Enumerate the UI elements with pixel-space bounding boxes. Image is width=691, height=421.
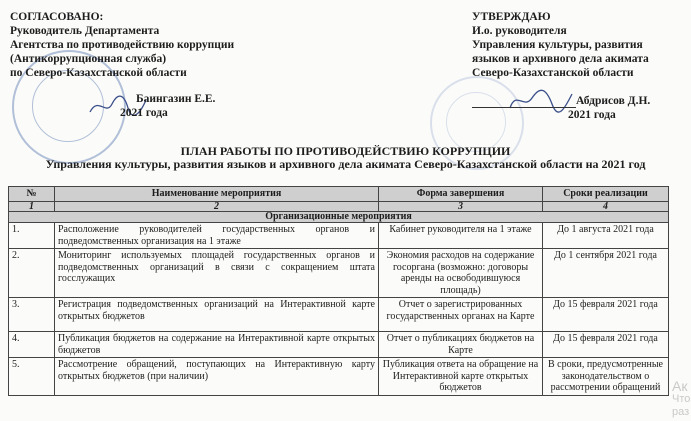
approval-block-agreed [10, 10, 300, 120]
row-completion-form: Отчет о публикациях бюджетов на Карте [379, 332, 543, 358]
plan-table [8, 186, 669, 396]
watermark-line-2: Что [672, 393, 691, 405]
row-deadline: До 15 февраля 2021 года [543, 298, 669, 332]
table-header-row [9, 187, 669, 202]
header-deadline: Сроки реализации [543, 187, 669, 202]
agreed-line-1: Руководитель Департамента [10, 25, 160, 37]
row-deadline: До 1 сентября 2021 года [543, 249, 669, 298]
table-row [9, 332, 669, 358]
agreed-line-4: по Северо-Казахстанской области [10, 67, 187, 79]
row-number: 5. [9, 358, 55, 396]
row-completion-form: Публикация ответа на обращение на Интерактивной карте открытых бюджетов [379, 358, 543, 396]
confirmed-heading: УТВЕРЖДАЮ [472, 11, 551, 23]
row-completion-form: Кабинет руководителя на 1 этаже [379, 223, 543, 249]
row-number: 4. [9, 332, 55, 358]
watermark-line-1: Ак [672, 378, 688, 394]
table-row [9, 249, 669, 298]
column-number-row [9, 202, 669, 212]
row-deadline: До 1 августа 2021 года [543, 223, 669, 249]
header-number: № [9, 187, 55, 202]
row-deadline: В сроки, предусмотренные законодательством о рассмотрении обращений [543, 358, 669, 396]
section-title: Организационные мероприятия [9, 212, 669, 223]
header-completion-form: Форма завершения [379, 187, 543, 202]
table-row [9, 358, 669, 396]
approval-block-confirmed [472, 10, 682, 122]
agreed-line-3: (Антикоррупционная служба) [10, 53, 167, 65]
watermark-line-3: раз [672, 406, 690, 418]
confirmed-line-1: И.о. руководителя [472, 25, 567, 37]
confirmed-signature-line [472, 95, 576, 108]
row-activity: Мониторинг используемых площадей государственных органов и подведомственных организаций в связи с сокращением штата госслужащих [55, 249, 379, 298]
row-activity: Публикация бюджетов на содержание на Интерактивной карте открытых бюджетов [55, 332, 379, 358]
column-number: 4 [543, 202, 669, 212]
table-row [9, 298, 669, 332]
row-activity: Расположение руководителей государственных органов и подведомственных организация на 1 этаже [55, 223, 379, 249]
agreed-year: 2021 года [120, 107, 168, 119]
agreed-signer: Баингазин Е.Е. [136, 93, 216, 105]
column-number: 2 [55, 202, 379, 212]
column-number: 1 [9, 202, 55, 212]
row-completion-form: Экономия расходов на содержание госоргана (возможно: договоры аренды на освободившуюся площадь) [379, 249, 543, 298]
row-completion-form: Отчет о зарегистрированных государственных органах на Карте [379, 298, 543, 332]
plan-title: ПЛАН РАБОТЫ ПО ПРОТИВОДЕЙСТВИЮ КОРРУПЦИИ [180, 144, 511, 158]
confirmed-line-4: Северо-Казахстанской области [472, 67, 634, 79]
row-number: 1. [9, 223, 55, 249]
agreed-heading: СОГЛАСОВАНО: [10, 11, 104, 23]
watermark-text [672, 380, 690, 419]
row-number: 2. [9, 249, 55, 298]
agreed-line-2: Агентства по противодействию коррупции [10, 39, 235, 51]
plan-subtitle: Управления культуры, развития языков и архивного дела акимата Северо-Казахстанской области на 2021 год [45, 157, 646, 171]
row-activity: Рассмотрение обращений, поступающих на Интерактивную карту открытых бюджетов (при наличии) [55, 358, 379, 396]
column-number: 3 [379, 202, 543, 212]
table-row [9, 223, 669, 249]
header-activity: Наименование мероприятия [55, 187, 379, 202]
confirmed-line-2: Управления культуры, развития [472, 39, 643, 51]
confirmed-year: 2021 года [568, 109, 616, 121]
section-row [9, 212, 669, 223]
row-deadline: До 15 февраля 2021 года [543, 332, 669, 358]
confirmed-signer: Абдрисов Д.Н. [576, 95, 651, 107]
confirmed-line-3: языков и архивного дела акимата [472, 53, 649, 65]
row-number: 3. [9, 298, 55, 332]
row-activity: Регистрация подведомственных организаций на Интерактивной карте открытых бюджетов [55, 298, 379, 332]
